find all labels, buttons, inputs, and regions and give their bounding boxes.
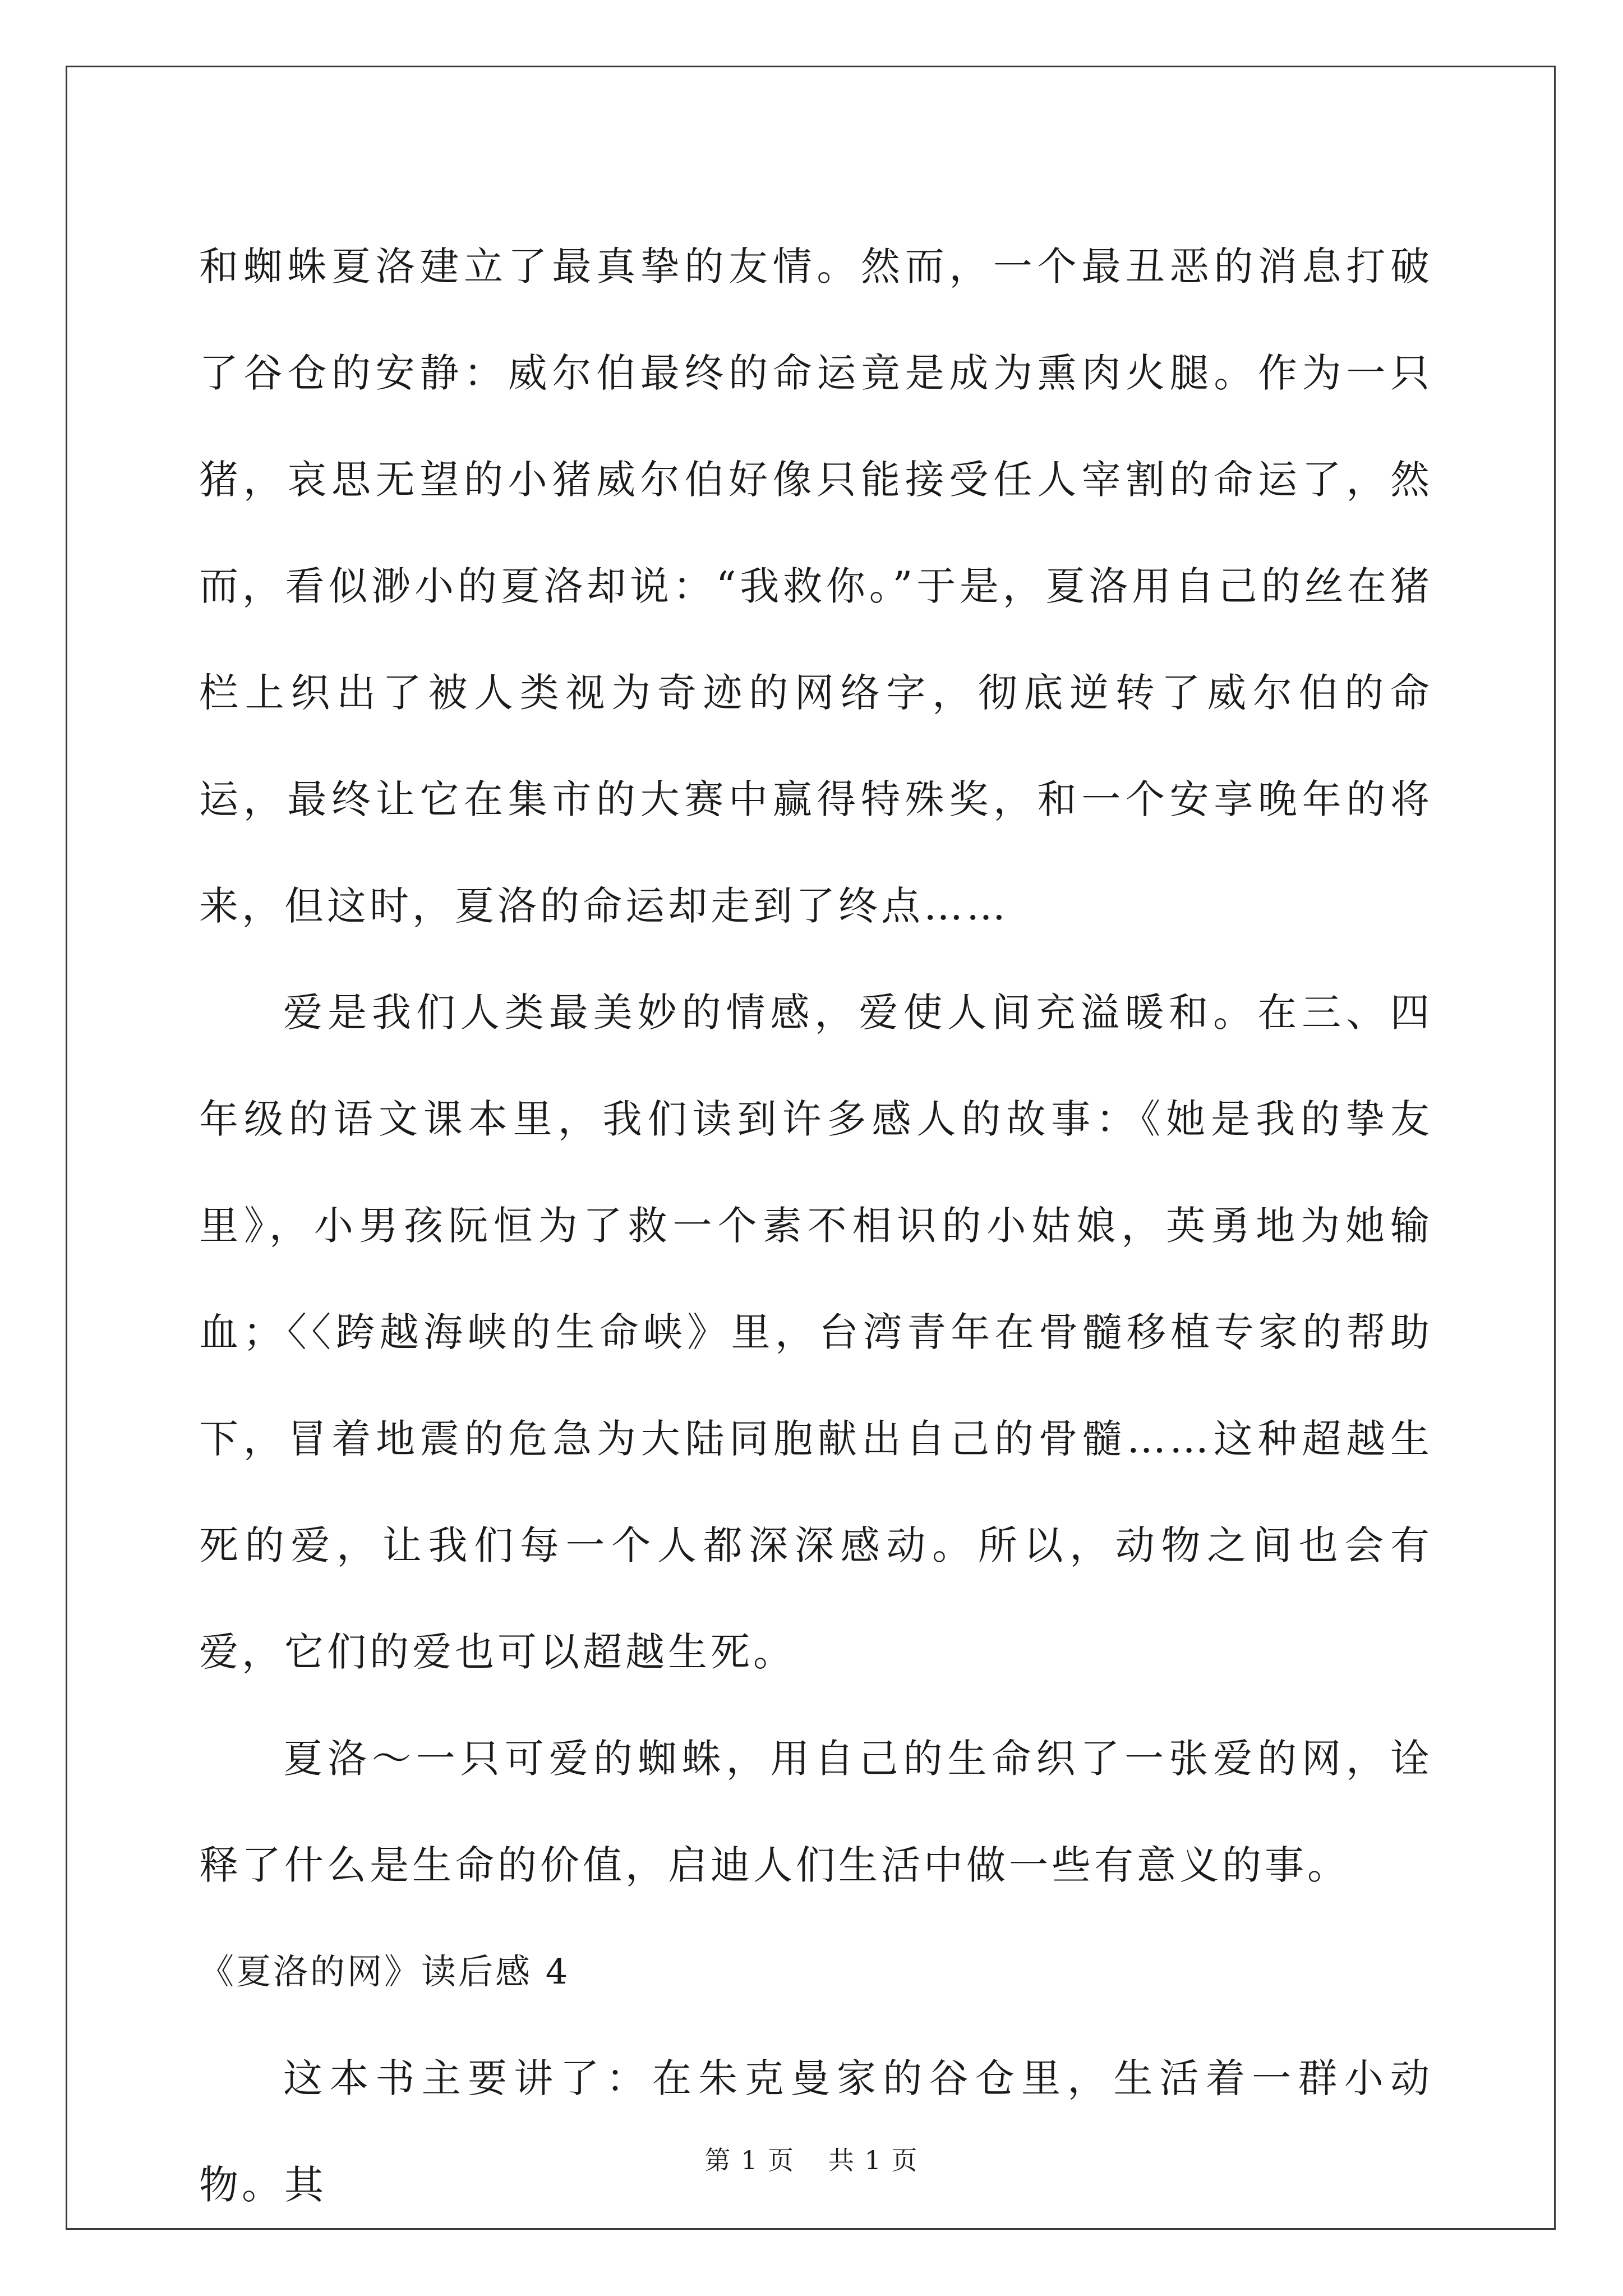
page-number: 第 1 页 (704, 2145, 795, 2175)
page-total: 共 1 页 (828, 2145, 919, 2175)
paragraph-4: 这本书主要讲了：在朱克曼家的谷仓里，生活着一群小动物。其 (199, 2055, 1433, 2208)
page-footer (0, 2140, 1623, 2177)
section-heading: 《夏洛的网》读后感 4 (199, 1951, 570, 1992)
paragraph-2: 爱是我们人类最美妙的情感，爱使人间充溢暖和。在三、四年级的语文课本里，我们读到许多感人的故事：《她是我的挚友里》，小男孩阮恒为了救一个素不相识的小姑娘，英勇地为她输血；〈〈跨越海峡的生命峡》里，台湾青年在骨髓移植专家的帮助下，冒着地震的危急为大陆同胞献出自己的骨髓……这种超越生死的爱，让我们每一个人都深深感动。所以，动物之间也会有爱，它们的爱也可以超越生死。 (199, 990, 1433, 1675)
paragraph-1: 和蜘蛛夏洛建立了最真挚的友情。然而，一个最丑恶的消息打破了谷仓的安静：威尔伯最终的命运竟是成为熏肉火腿。作为一只猪，哀思无望的小猪威尔伯好像只能接受任人宰割的命运了，然而，看似渺小的夏洛却说：“我救你。”于是，夏洛用自己的丝在猪栏上织出了被人类视为奇迹的网络字，彻底逆转了威尔伯的命运，最终让它在集市的大赛中赢得特殊奖，和一个安享晚年的将来，但这时，夏洛的命运却走到了终点…… (199, 243, 1433, 929)
document-body (199, 213, 1433, 2238)
paragraph-3: 夏洛～一只可爱的蜘蛛，用自己的生命织了一张爱的网，诠释了什么是生命的价值，启迪人们生活中做一些有意义的事。 (199, 1736, 1433, 1888)
